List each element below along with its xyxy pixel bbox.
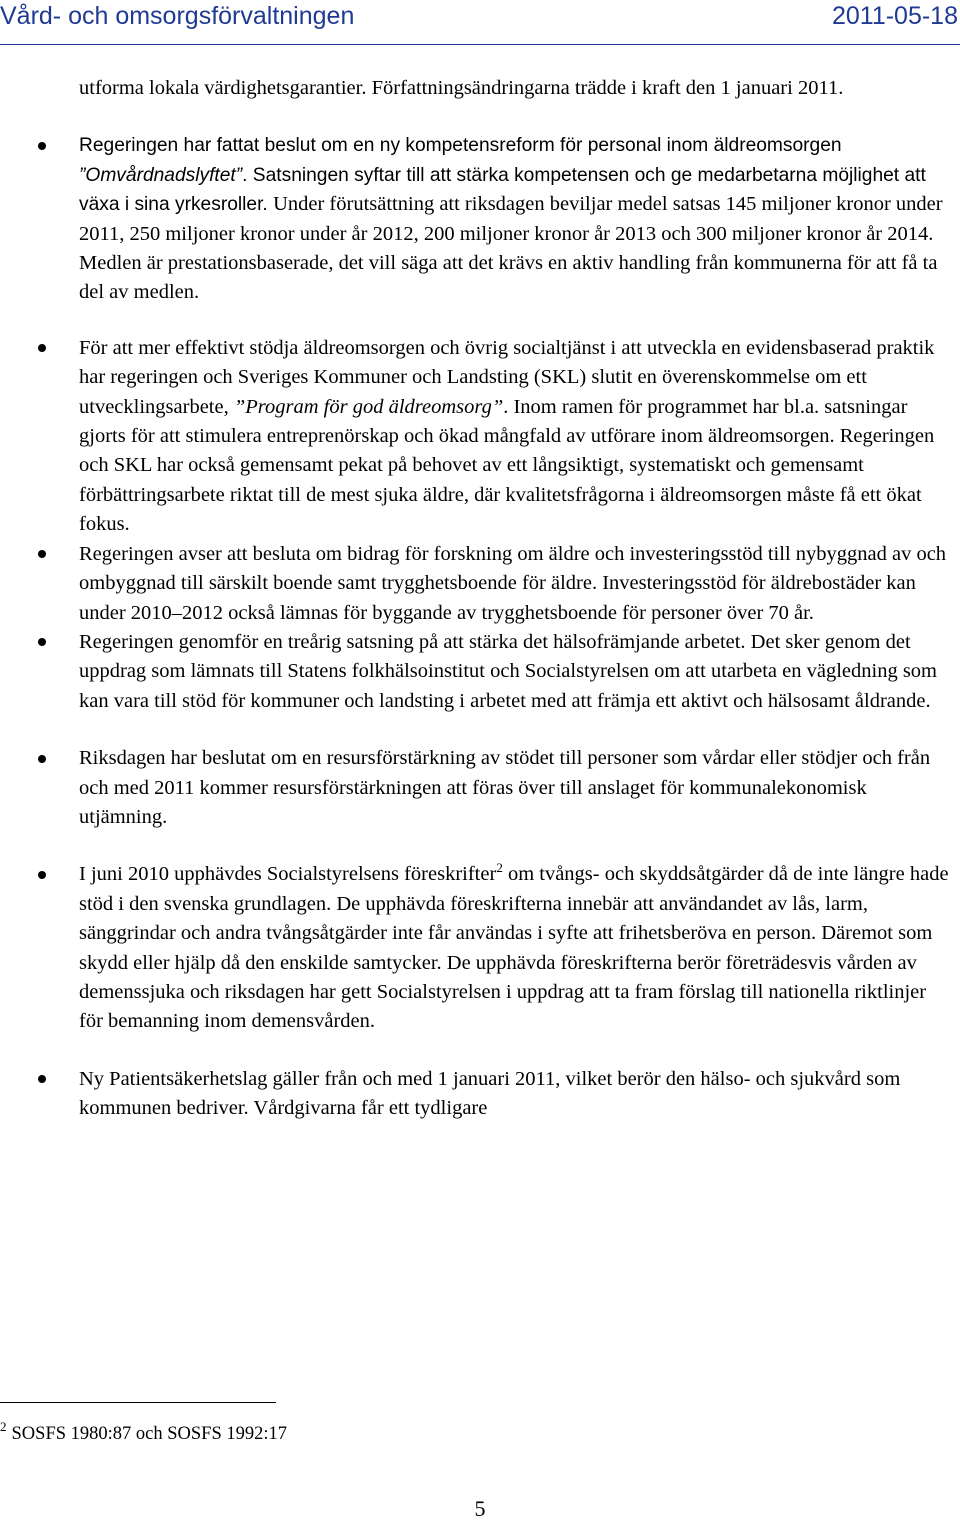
bullet-text: För att mer effektivt stödja äldreomsorgen och övrig socialtjänst i att utveckla en evidensbaserad praktik har regeringen och Sveriges Kommuner och Landsting (SKL) slutit en överenskommelse om ett utvecklingsarbete,: [79, 336, 935, 418]
bullet-text: . Inom ramen för programmet har bl.a. satsningar gjorts för att stimulera entreprenörskap och ökad mångfald av utförare inom äldreomsorgen. Regeringen och SKL har också gemensamt pekat på behovet av ett långsiktigt, systematiskt och gemensamt förbättringsarbete riktat till de mest sjuka äldre, där kvalitetsfrågorna i äldreomsorgen måste få ett ökat fokus.: [79, 395, 935, 536]
bullet-text: Ny Patientsäkerhetslag gäller från och med 1 januari 2011, vilket berör den hälso- och sjukvård som kommunen bedriver. Vårdgivarna får ett tydligare: [79, 1067, 901, 1120]
footnote-text: SOSFS 1980:87 och SOSFS 1992:17: [11, 1424, 288, 1444]
paragraph-continuation: utforma lokala värdighetsgarantier. Författningsändringarna trädde i kraft den 1 januari 2011.: [79, 77, 844, 99]
bullet-icon: [38, 755, 46, 763]
bullet-icon: [38, 344, 46, 352]
footnote-rule: [0, 1402, 276, 1403]
bullet-item-program-god-aldreomsorg: [79, 334, 953, 540]
document-body: [0, 74, 960, 1124]
bullet-item-kompetensreform: [79, 131, 953, 307]
bullet-icon: [38, 142, 46, 150]
bullet-text: Under förutsättning att riksdagen beviljar medel satsas 145 miljoner kronor under 2011, 250 miljoner kronor under år 2012, 200 miljoner kronor år 2013 och 300 miljoner kronor år 2014. Medlen är prestationsbaserade, det vill säga att det krävs en aktiv handling från kommunerna för att få ta del av medlen.: [79, 193, 943, 304]
italic-program-name: ”Omvårdnadslyftet”: [79, 164, 243, 186]
bullet-icon: [38, 550, 46, 558]
footnote-number: 2: [0, 1419, 7, 1434]
bullet-item-resursforstarkning: [79, 744, 953, 832]
bullet-text: Regeringen genomför en treårig satsning på att stärka det hälsofrämjande arbetet. Det sker genom det uppdrag som lämnats till Statens folkhälsoinstitut och Socialstyrelsen om att utarbeta en vägledning som kan vara till stöd för kommuner och landsting i arbetet med att främja ett aktivt och hälsosamt åldrande.: [79, 630, 938, 712]
bullet-text: Riksdagen har beslutat om en resursförstärkning av stödet till personer som vårdar eller stödjer och från och med 2011 kommer resursförstärkningen att föras över till anslaget för kommunalekonomisk utjämning.: [79, 747, 931, 828]
bullet-icon: [38, 871, 46, 879]
header-title: Vård- och omsorgsförvaltningen: [0, 2, 355, 30]
footnote-reference[interactable]: 2: [496, 860, 503, 876]
bullet-item-patientsakerhetslag: [79, 1065, 953, 1124]
bullet-text: . Satsningen syftar till att stärka kompetensen och ge medarbetarna möjlighet att växa i sina yrkesroller.: [79, 164, 926, 216]
bullet-text: om tvångs- och skyddsåtgärder då de inte längre hade stöd i den svenska grundlagen. De upphävda föreskrifterna innebär att användandet av lås, larm, sänggrindar och andra tvångsåtgärder inte får användas i syfte att frihetsberöva en person. Däremot som skydd eller hjälp då den enskilde samtycker. De upphävda föreskrifterna berör företrädesvis vården av demenssjuka och riksdagen har gett Socialstyrelsen i uppdrag att ta fram förslag till nationella riktlinjer för bemanning inom demensvården.: [79, 863, 949, 1033]
bullet-item-foreskrifter: [79, 860, 953, 1036]
bullet-item-halsofrämjande: [79, 628, 953, 716]
bullet-icon: [38, 638, 46, 646]
footnote: [0, 1414, 500, 1447]
italic-program-name: ”Program för god äldreomsorg”: [233, 395, 504, 418]
bullet-icon: [38, 1075, 46, 1083]
page-header: [0, 0, 960, 44]
bullet-text: I juni 2010 upphävdes Socialstyrelsens föreskrifter: [79, 863, 497, 886]
header-date: 2011-05-18: [831, 2, 958, 30]
page-number: 5: [474, 1496, 486, 1521]
header-rule: [0, 44, 960, 45]
bullet-item-investeringsstod: [79, 540, 953, 628]
bullet-text: Regeringen har fattat beslut om en ny kompetensreform för personal inom äldreomsorgen: [79, 135, 842, 157]
bullet-text: Regeringen avser att besluta om bidrag för forskning om äldre och investeringsstöd till nybyggnad av och ombyggnad till särskilt boende samt trygghetsboende för äldre. Investeringsstöd för äldrebostäder kan under 2010–2012 också lämnas för byggande av trygghetsboende för personer över 70 år.: [79, 542, 947, 624]
